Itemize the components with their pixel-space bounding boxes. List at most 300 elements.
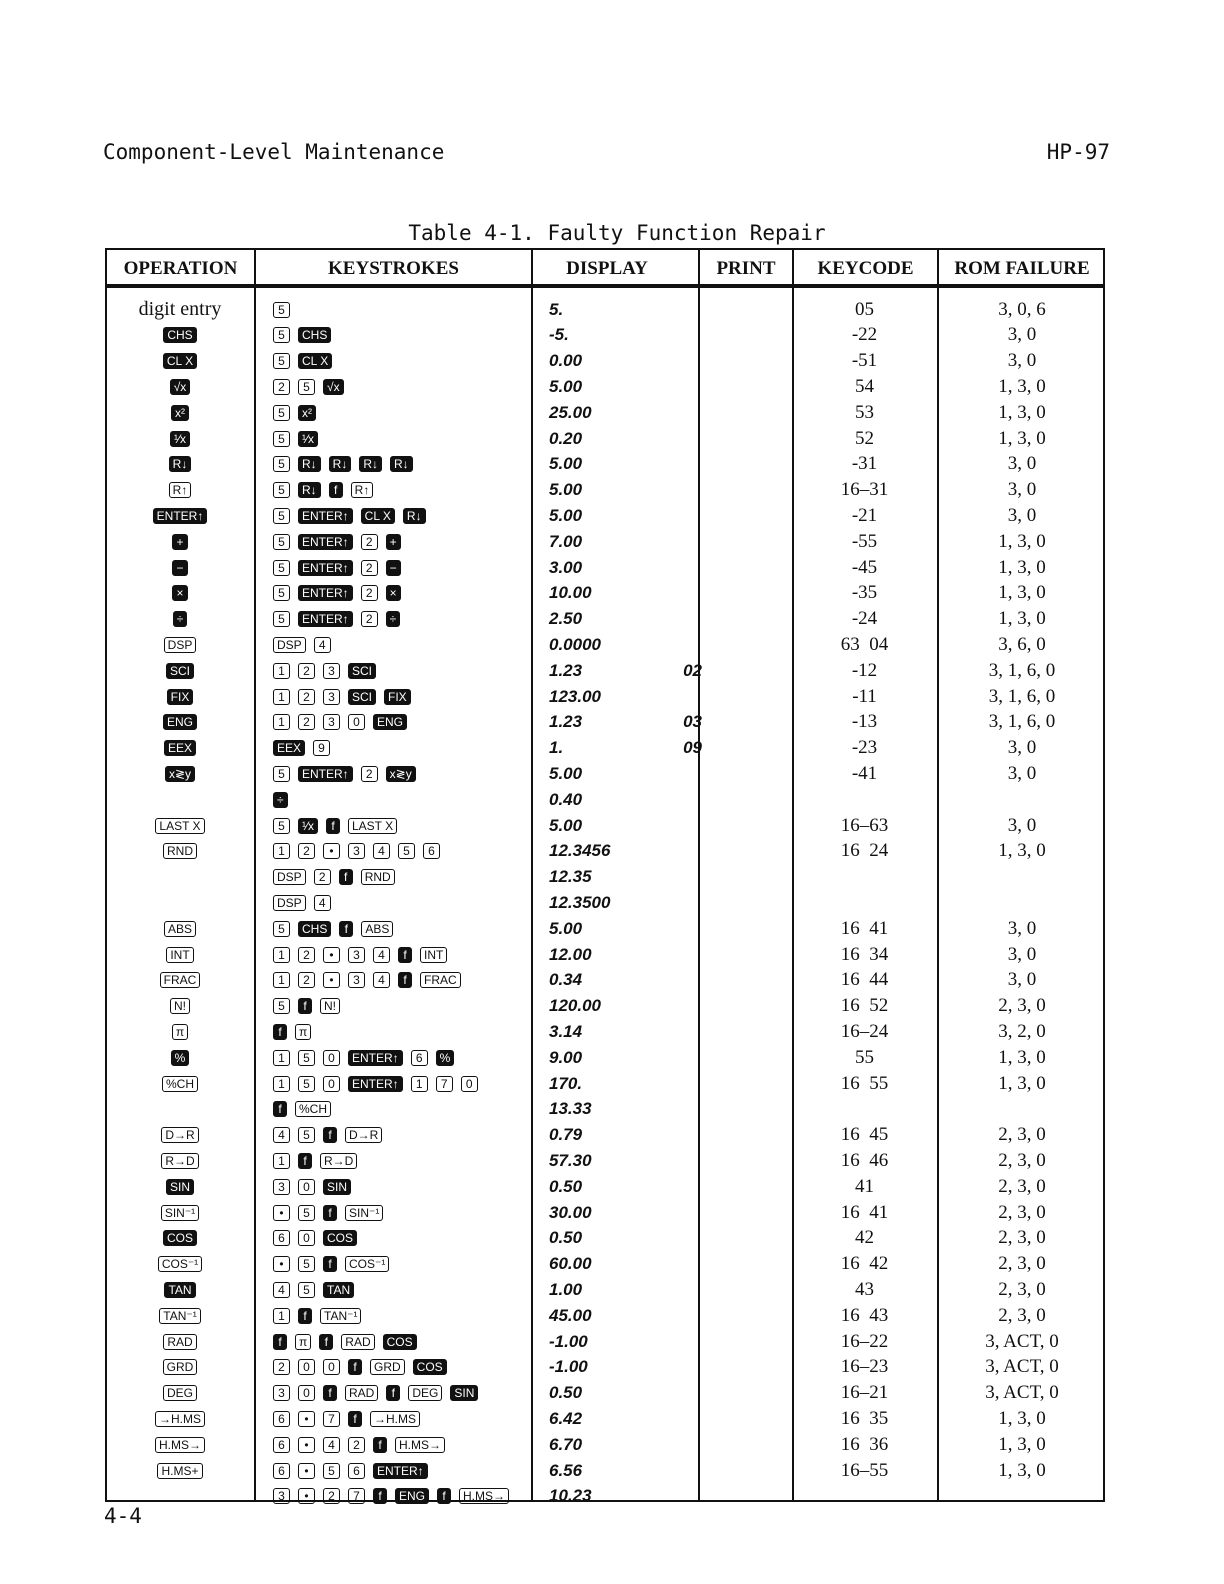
operation-cell [107,1148,253,1173]
rom-failure-value: 3, 0 [1007,943,1037,965]
keystroke-key: ¹⁄x [298,818,318,834]
running-header-title: Component-Level Maintenance [103,140,445,164]
display-value: 5.00 [549,763,583,783]
faulty-function-table [105,248,1105,1506]
keystrokes-cell [273,1226,537,1251]
display-value: 1.23 [549,712,583,732]
keycode-value: 41 [855,1175,874,1197]
keystroke-key: ENG [373,714,407,730]
rom-failure-value: 1, 3, 0 [998,1433,1046,1455]
print-value [662,942,702,967]
display-value: 10.23 [549,1486,592,1506]
keycode-value: 16 42 [840,1253,889,1275]
keystroke-key: f [339,869,353,885]
keystrokes-cell [273,658,537,683]
table-row [107,400,1103,425]
keystroke-key: 5 [273,766,290,782]
rom-failure-value: 3, 0, 6 [998,298,1046,320]
display-value: 6.56 [549,1460,583,1480]
print-value [662,1071,702,1096]
print-value [662,1174,702,1199]
display-value: 6.70 [549,1434,583,1454]
operation-cell [107,710,253,735]
keystroke-key: 1 [273,714,290,730]
keystrokes-cell [273,1381,537,1406]
keystroke-key: 6 [423,843,440,859]
keystroke-key: 3 [323,663,340,679]
keystroke-key: 1 [273,947,290,963]
print-value [662,994,702,1019]
keystroke-key: ENTER↑ [298,508,353,524]
print-value [662,1303,702,1328]
operation-key: N! [170,998,190,1014]
table-row [107,581,1103,606]
keystroke-key: RAD [341,1334,374,1350]
keycode-value [797,1097,932,1122]
keycode-value: 16 45 [840,1124,889,1146]
keystroke-key: • [273,1205,290,1221]
keystroke-key: RND [361,869,395,885]
keystroke-key: FIX [384,689,411,705]
keystroke-key: 5 [298,1127,315,1143]
print-value [662,1329,702,1354]
keystrokes-cell [273,632,537,657]
keystroke-key: 5 [273,482,290,498]
keystroke-key: ¹⁄x [298,431,318,447]
keycode-value: -55 [851,530,878,552]
keystroke-key: TAN⁻¹ [320,1308,361,1324]
keystroke-key: ENTER↑ [298,560,353,576]
display-value: 5.00 [549,815,583,835]
keystrokes-cell [273,761,537,786]
keystroke-key: 4 [373,947,390,963]
operation-key: SIN [166,1179,194,1195]
keystroke-key: 5 [273,921,290,937]
display-value: 3.14 [549,1021,583,1041]
keycode-value: 16 41 [840,917,889,939]
keystroke-key: π [295,1024,311,1040]
keystroke-key: 6 [273,1437,290,1453]
rom-failure-value: 1, 3, 0 [998,840,1046,862]
print-value [662,297,702,322]
keystroke-key: 5 [273,560,290,576]
print-value [662,555,702,580]
rom-failure-value: 1, 3, 0 [998,556,1046,578]
keystroke-key: ABS [361,921,393,937]
rom-failure-value: 3, 0 [1007,969,1037,991]
print-value [662,839,702,864]
table-row [107,761,1103,786]
keystroke-key: 4 [373,972,390,988]
table-row [107,942,1103,967]
keycode-value [797,1484,932,1509]
operation-key: R↓ [169,456,192,472]
keystroke-key: GRD [370,1359,405,1375]
keystrokes-cell [273,1071,537,1096]
operation-key: TAN⁻¹ [159,1308,200,1324]
column-header-print: PRINT [716,258,776,279]
table-row [107,890,1103,915]
operation-key: RND [163,843,197,859]
display-value: 12.3456 [549,841,611,861]
operation-key: ¹⁄x [170,431,190,447]
print-value [662,529,702,554]
keystrokes-cell [273,787,537,812]
keystrokes-cell [273,684,537,709]
operation-cell [107,297,253,322]
operation-cell [107,1355,253,1380]
keycode-value: -22 [851,324,878,346]
operation-key: x≷y [165,766,195,782]
rom-failure-value: 3, 0 [1007,350,1037,372]
table-row [107,1045,1103,1070]
keystroke-key: 5 [273,405,290,421]
keystroke-key: 3 [348,843,365,859]
keystrokes-cell [273,994,537,1019]
keystroke-key: 2 [348,1437,365,1453]
keystroke-key: f [339,921,353,937]
operation-key: GRD [163,1359,198,1375]
display-value: 12.35 [549,867,592,887]
keystrokes-cell [273,1252,537,1277]
keystroke-key: COS [413,1359,447,1375]
operation-cell [107,400,253,425]
display-value: 0.34 [549,970,583,990]
keystroke-key: 1 [273,1308,290,1324]
keystroke-key: 5 [273,998,290,1014]
keystroke-key: 1 [273,843,290,859]
table-row [107,684,1103,709]
keystroke-key: 3 [348,972,365,988]
keystroke-key: COS [383,1334,417,1350]
keycode-value: 16 35 [840,1407,889,1429]
column-header-display: DISPLAY [566,258,648,279]
display-value: 5. [549,299,564,319]
table-row [107,1406,1103,1431]
keycode-value: 05 [855,298,874,320]
keystroke-key: DSP [273,895,306,911]
display-value: 9.00 [549,1047,583,1067]
rom-failure-value: 3, 1, 6, 0 [988,685,1056,707]
rom-failure-value: 1, 3, 0 [998,1046,1046,1068]
operation-key: RAD [163,1334,196,1350]
rom-failure-value: 1, 3, 0 [998,375,1046,397]
keystroke-key: COS⁻¹ [345,1256,389,1272]
column-header-keystrokes: KEYSTROKES [328,258,459,279]
keystrokes-cell [273,452,537,477]
keystroke-key: f [373,1437,387,1453]
keystrokes-cell [273,710,537,735]
operation-cell [107,1329,253,1354]
keystroke-key: R↓ [359,456,382,472]
keystroke-key: TAN [323,1282,354,1298]
table-row [107,1123,1103,1148]
keystroke-key: 5 [273,585,290,601]
keycode-value: 16–23 [840,1356,889,1378]
keystroke-key: ENTER↑ [373,1463,428,1479]
keycode-value: -31 [851,453,878,475]
keystroke-key: 1 [273,1076,290,1092]
rom-failure-value: 1, 3, 0 [998,1072,1046,1094]
operation-cell [107,916,253,941]
keystroke-key: 3 [273,1385,290,1401]
keycode-value: -51 [851,350,878,372]
keystroke-key: 5 [273,456,290,472]
keycode-value: 16 36 [840,1433,889,1455]
operation-label: digit entry [138,298,222,320]
keystrokes-cell [273,1303,537,1328]
keystroke-key: f [319,1334,333,1350]
display-value: 0.50 [549,1228,583,1248]
display-value: 0.79 [549,1125,583,1145]
keystroke-key: 2 [361,611,378,627]
operation-key: H.MS→ [155,1437,205,1453]
keystroke-key: SIN [323,1179,351,1195]
keystroke-key: SIN⁻¹ [345,1205,383,1221]
print-value [662,1045,702,1070]
keystroke-key: 7 [323,1411,340,1427]
print-value [662,1019,702,1044]
rom-failure-value [942,1097,1102,1122]
keystrokes-cell [273,503,537,528]
keystroke-key: 4 [373,843,390,859]
keystroke-key: f [298,998,312,1014]
display-value: 5.00 [549,505,583,525]
keystroke-key: DEG [408,1385,442,1401]
rom-failure-value: 3, 0 [1007,324,1037,346]
keystroke-key: 2 [298,689,315,705]
print-value [662,968,702,993]
keystroke-key: ÷ [273,792,288,808]
operation-cell [107,1071,253,1096]
keycode-value: 16–31 [840,479,889,501]
keystrokes-cell [273,297,537,322]
operation-cell [107,581,253,606]
operation-cell [107,1097,253,1122]
keycode-value: -13 [851,711,878,733]
operation-cell [107,1277,253,1302]
operation-cell [107,968,253,993]
rom-failure-value: 2, 3, 0 [998,1253,1046,1275]
print-value [662,452,702,477]
table-row [107,1303,1103,1328]
table-caption: Table 4-1. Faulty Function Repair [408,221,826,245]
keystroke-key: ENG [395,1488,429,1504]
print-value [662,1226,702,1251]
print-value [662,1458,702,1483]
print-value [662,374,702,399]
rom-failure-value: 3, ACT, 0 [985,1382,1059,1404]
table-row [107,1226,1103,1251]
display-value: 5.00 [549,480,583,500]
print-value [662,1200,702,1225]
print-value: 03 [683,712,702,732]
keystroke-key: 0 [298,1385,315,1401]
operation-key: π [172,1024,188,1040]
keycode-value: 16 44 [840,969,889,991]
keystroke-key: 2 [298,843,315,859]
rom-failure-value: 1, 3, 0 [998,1459,1046,1481]
operation-cell [107,890,253,915]
keystroke-key: f [323,1127,337,1143]
page-number: 4-4 [104,1504,142,1528]
display-value: 1.23 [549,660,583,680]
table-row [107,736,1103,761]
keycode-value: 42 [855,1227,874,1249]
operation-cell [107,1019,253,1044]
keycode-value: 16 43 [840,1304,889,1326]
keystrokes-cell [273,1200,537,1225]
print-value [662,1097,702,1122]
keystroke-key: CHS [298,921,331,937]
keystroke-key: 0 [323,1050,340,1066]
keystroke-key: 1 [411,1076,428,1092]
print-value [662,607,702,632]
keystrokes-cell [273,1458,537,1483]
keystroke-key: ENTER↑ [298,585,353,601]
table-row [107,555,1103,580]
keycode-value: 63 04 [840,633,889,655]
keystroke-key: f [398,947,412,963]
keystroke-key: D→R [345,1127,382,1143]
table-row [107,1019,1103,1044]
keystrokes-cell [273,1355,537,1380]
keystroke-key: 5 [298,1282,315,1298]
keystroke-key: R↑ [351,482,374,498]
keystroke-key: ENTER↑ [348,1076,403,1092]
keycode-value: 16 34 [840,943,889,965]
keystroke-key: 3 [323,689,340,705]
table-row [107,374,1103,399]
operation-key: ENTER↑ [153,508,208,524]
rom-failure-value: 2, 3, 0 [998,1227,1046,1249]
rom-failure-value: 3, 0 [1007,814,1037,836]
rom-failure-value: 3, 0 [1007,917,1037,939]
operation-cell [107,1406,253,1431]
print-value [662,503,702,528]
keystroke-key: 4 [323,1437,340,1453]
display-value: 7.00 [549,531,583,551]
keystroke-key: 5 [398,843,415,859]
keystrokes-cell [273,1484,537,1509]
keystroke-key: EEX [273,740,305,756]
keystroke-key: 5 [273,327,290,343]
keystroke-key: 1 [273,1153,290,1169]
operation-key: SCI [166,663,194,679]
operation-cell [107,555,253,580]
column-header-keycode: KEYCODE [817,258,914,279]
keystroke-key: 7 [436,1076,453,1092]
keystroke-key: 5 [298,1050,315,1066]
display-value: 0.40 [549,789,583,809]
keystroke-key: ENTER↑ [348,1050,403,1066]
keystroke-key: f [348,1359,362,1375]
rom-failure-value: 2, 3, 0 [998,1278,1046,1300]
keystroke-key: INT [420,947,447,963]
display-value: 5.00 [549,918,583,938]
keycode-value: 16 46 [840,1149,889,1171]
rom-failure-value [942,865,1102,890]
table-row [107,297,1103,322]
keystroke-key: 5 [298,1256,315,1272]
keystroke-key: f [323,1385,337,1401]
rom-failure-value: 1, 3, 0 [998,401,1046,423]
keystroke-key: 5 [273,534,290,550]
rom-failure-value: 1, 3, 0 [998,582,1046,604]
keystroke-key: 0 [348,714,365,730]
print-value [662,632,702,657]
table-row [107,1432,1103,1457]
display-value: -5. [549,325,569,345]
table-row [107,1277,1103,1302]
keystroke-key: FRAC [420,972,461,988]
operation-key: %CH [162,1076,198,1092]
keystroke-key: 2 [298,714,315,730]
keystroke-key: R↓ [403,508,426,524]
operation-cell [107,787,253,812]
keystroke-key: DSP [273,869,306,885]
keystroke-key: 2 [361,560,378,576]
operation-cell [107,813,253,838]
keystroke-key: 3 [273,1488,290,1504]
operation-cell [107,942,253,967]
rom-failure-value: 3, 6, 0 [998,633,1046,655]
display-value: 0.00 [549,351,583,371]
keystrokes-cell [273,1406,537,1431]
keystroke-key: 5 [298,1076,315,1092]
keystroke-key: 2 [298,663,315,679]
keystrokes-cell [273,478,537,503]
operation-cell [107,478,253,503]
rom-failure-value: 2, 3, 0 [998,995,1046,1017]
keystroke-key: LAST X [348,818,397,834]
display-value: 25.00 [549,402,592,422]
keystrokes-cell [273,1432,537,1457]
keystroke-key: 0 [461,1076,478,1092]
keystroke-key: • [298,1411,315,1427]
keystroke-key: 7 [348,1488,365,1504]
keystrokes-cell [273,1019,537,1044]
keystroke-key: 5 [273,818,290,834]
table-row [107,529,1103,554]
table-row [107,452,1103,477]
keystroke-key: R↓ [390,456,413,472]
display-value: 3.00 [549,557,583,577]
keystroke-key: • [298,1488,315,1504]
keystrokes-cell [273,1277,537,1302]
print-value [662,349,702,374]
print-value [662,1252,702,1277]
keystroke-key: 4 [314,637,331,653]
keystroke-key: 2 [273,379,290,395]
operation-key: ENG [163,714,197,730]
operation-key: COS⁻¹ [158,1256,202,1272]
operation-key: DEG [163,1385,197,1401]
keystroke-key: 4 [273,1127,290,1143]
operation-key: √x [170,379,191,395]
keystroke-key: 5 [273,302,290,318]
print-value [662,1123,702,1148]
print-value [662,787,702,812]
keystroke-key: 6 [348,1463,365,1479]
print-value [662,916,702,941]
keycode-value [797,865,932,890]
keystroke-key: f [373,1488,387,1504]
keystroke-key: 6 [273,1230,290,1246]
keycode-value [797,787,932,812]
keycode-value: 16 24 [840,840,889,862]
print-value [662,1277,702,1302]
